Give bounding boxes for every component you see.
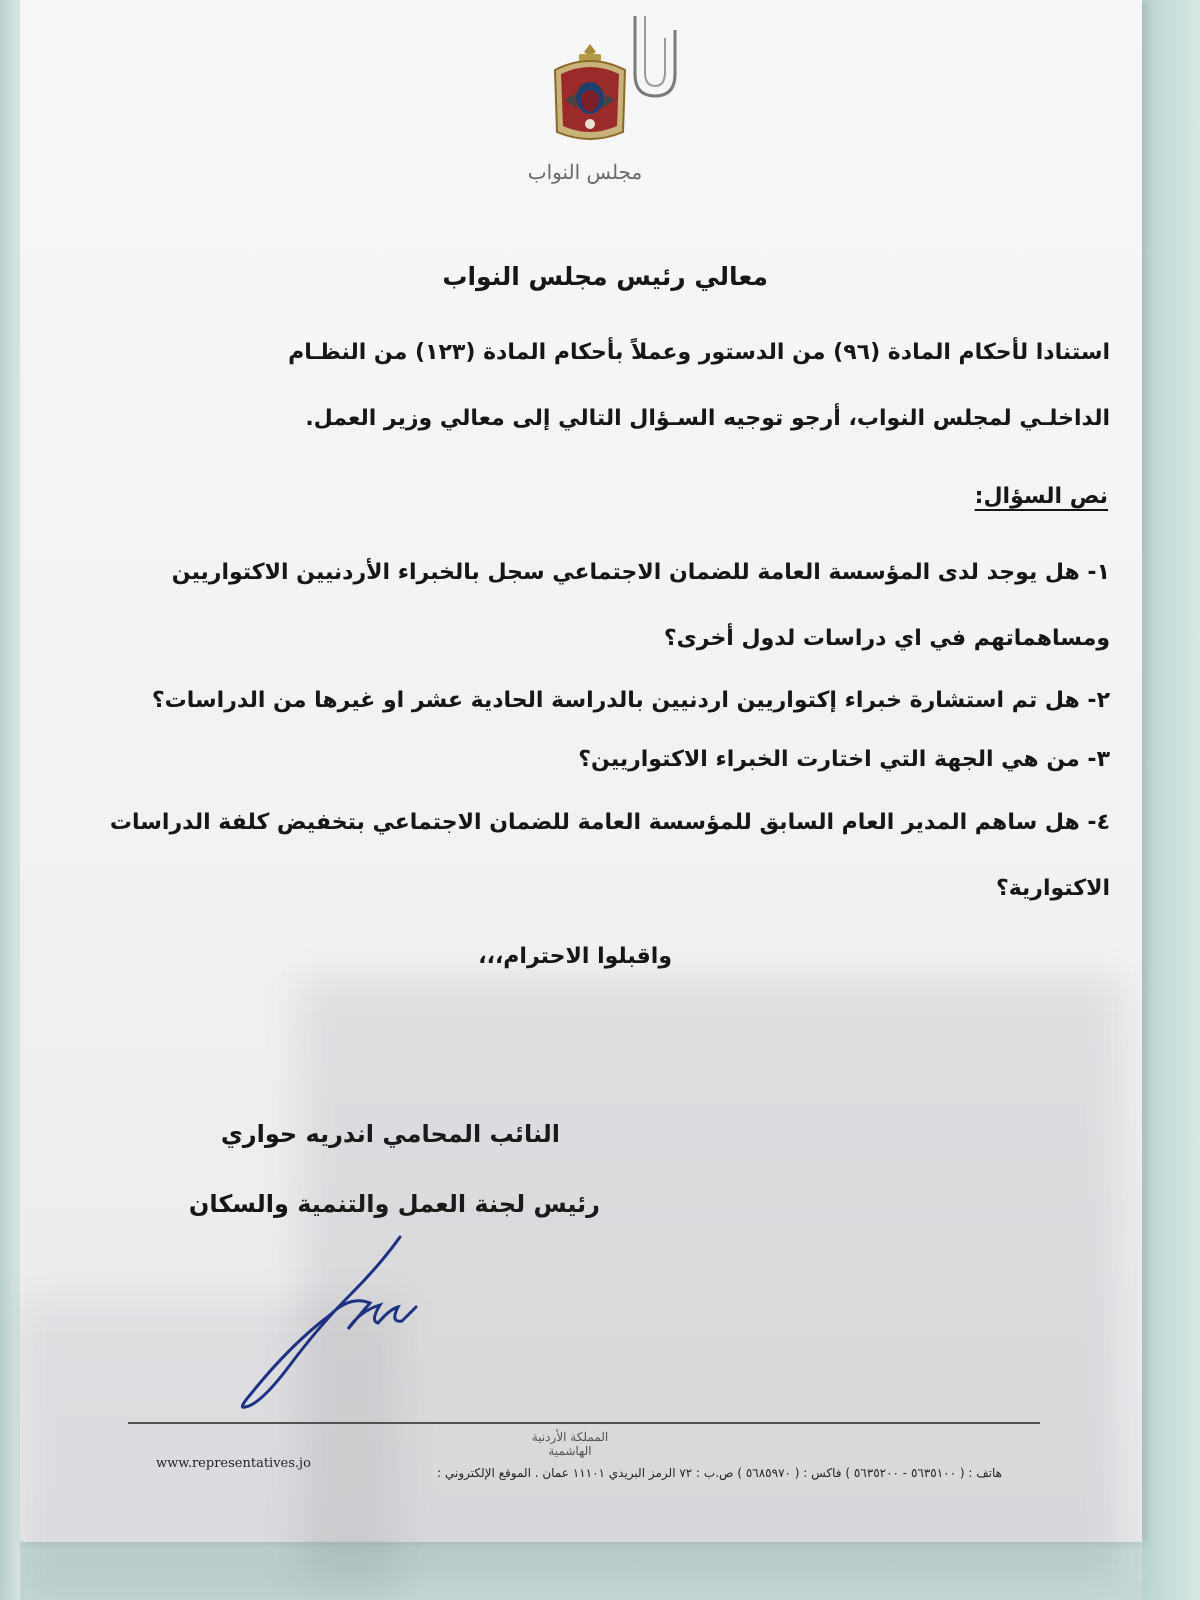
- footer-contact: هاتف : ( ٥٦٣٥١٠٠ - ٥٦٣٥٢٠٠ ) فاكس : ( ٥٦٨٥٩٧٠ ) ص.ب : ٧٢ الرمز البريدي ١١١٠١ عمان . الموقع الإلكتروني :: [437, 1466, 1002, 1480]
- footer-website-link[interactable]: www.representatives.jo: [156, 1456, 311, 1471]
- salutation: معالي رئيس مجلس النواب: [442, 262, 768, 291]
- paragraph-line-1: استنادا لأحكام المادة (٩٦) من الدستور وعملاً بأحكام المادة (١٢٣) من النظـام: [288, 340, 1110, 365]
- footer-divider: [128, 1422, 1040, 1424]
- question-heading: نص السؤال:: [974, 484, 1108, 509]
- handwritten-signature: [230, 1225, 440, 1425]
- question-4-line-1: ٤- هل ساهم المدير العام السابق للمؤسسة العامة للضمان الاجتماعي بتخفيض كلفة الدراسات: [109, 810, 1110, 835]
- question-3: ٣- من هي الجهة التي اختارت الخبراء الاكتواريين؟: [578, 747, 1110, 772]
- signatory-title: رئيس لجنة العمل والتنمية والسكان: [188, 1190, 600, 1218]
- question-1-line-1: ١- هل يوجد لدى المؤسسة العامة للضمان الاجتماعي سجل بالخبراء الأردنيين الاكتواريين: [171, 560, 1110, 585]
- council-logo-text: مجلس النواب: [527, 160, 643, 184]
- coat-of-arms-icon: [545, 40, 635, 148]
- paperclip-icon: [625, 14, 695, 104]
- question-1-line-2: ومساهماتهم في اي دراسات لدول أخرى؟: [663, 626, 1110, 651]
- question-4-line-2: الاكتوارية؟: [995, 876, 1110, 901]
- background-right-edge: [1142, 0, 1200, 1600]
- background-left-edge: [0, 0, 20, 1600]
- question-2: ٢- هل تم استشارة خبراء إكتواريين اردنيين بالدراسة الحادية عشر او غيرها من الدراسات؟: [151, 688, 1110, 713]
- paragraph-line-2: الداخلـي لمجلس النواب، أرجو توجيه السـؤال التالي إلى معالي وزير العمل.: [305, 406, 1110, 431]
- footer-seal-text: المملكة الأردنية الهاشمية: [531, 1430, 609, 1458]
- closing-line: واقبلوا الاحترام،،،: [478, 944, 672, 969]
- signatory-name: النائب المحامي اندريه حواري: [220, 1120, 560, 1148]
